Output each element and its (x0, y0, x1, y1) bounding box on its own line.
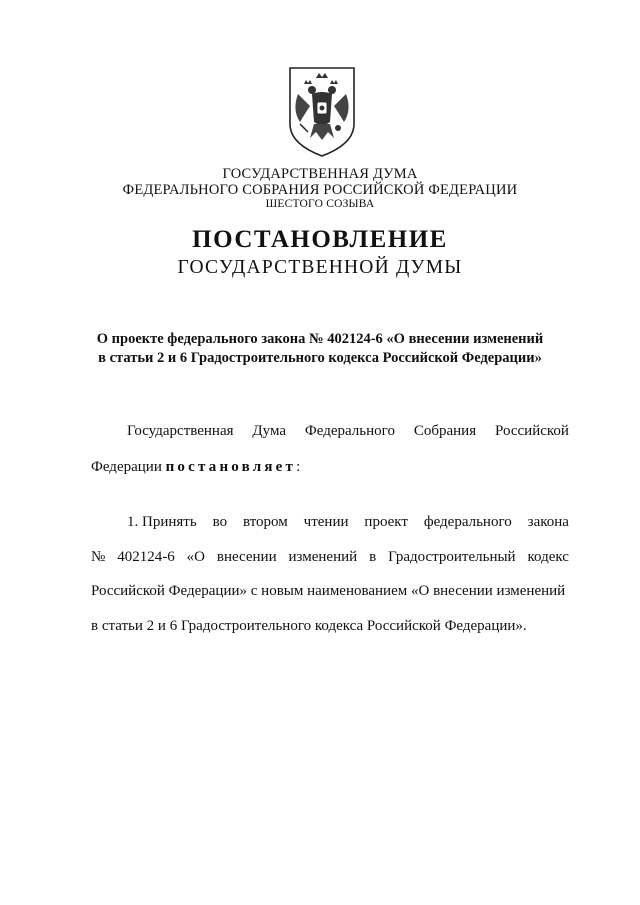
russian-coat-of-arms-icon (286, 66, 358, 158)
document-type-title: ПОСТАНОВЛЕНИЕ (192, 226, 448, 253)
item-1-line-3: Российской Федерации» с новым наименованием «О внесении изменений (91, 583, 566, 599)
subject-line-1: О проекте федерального закона № 402124-6 «О внесении изменений (96, 331, 544, 347)
item-word: во (212, 514, 228, 530)
item-word: 402124-6 (117, 549, 175, 565)
item-word: кодекс (527, 549, 569, 565)
preamble-line-2 (91, 459, 569, 476)
item-word: внесении (216, 549, 277, 565)
preamble-colon: : (296, 459, 301, 475)
item-word: № (91, 549, 106, 565)
item-word: федерального (423, 514, 512, 530)
preamble-word: Дума (252, 423, 287, 439)
item-1-line-4: в статьи 2 и 6 Градостроительного кодекса Российской Федерации». (91, 618, 527, 634)
preamble-line-2-start: Федерации (91, 459, 166, 475)
subject-line-2: в статьи 2 и 6 Градостроительного кодекса Российской Федерации» (98, 350, 542, 366)
item-word: втором (242, 514, 288, 530)
item-word: «О (186, 549, 205, 565)
preamble-word: Федерального (304, 423, 395, 439)
document-issuer-title: ГОСУДАРСТВЕННОЙ ДУМЫ (177, 257, 463, 278)
item-1-line-1 (127, 514, 569, 531)
item-word: 1. Принять (127, 514, 197, 530)
preamble-word: Российской (495, 423, 569, 439)
item-word: изменений (288, 549, 358, 565)
item-word: в (369, 549, 377, 565)
preamble-word: Собрания (413, 423, 477, 439)
item-1-line-2 (91, 549, 569, 566)
item-word: проект (364, 514, 408, 530)
item-word: закона (527, 514, 569, 530)
organization-line-2: ФЕДЕРАЛЬНОГО СОБРАНИЯ РОССИЙСКОЙ ФЕДЕРАЦИИ (122, 182, 518, 198)
preamble-line-1 (127, 423, 569, 440)
item-word: чтении (303, 514, 349, 530)
preamble-word: Государственная (127, 423, 234, 439)
convocation-line: ШЕСТОГО СОЗЫВА (265, 198, 375, 210)
resolution-verb: постановляет (165, 459, 297, 475)
item-word: Градостроительный (388, 549, 516, 565)
organization-line-1: ГОСУДАРСТВЕННАЯ ДУМА (222, 166, 418, 182)
